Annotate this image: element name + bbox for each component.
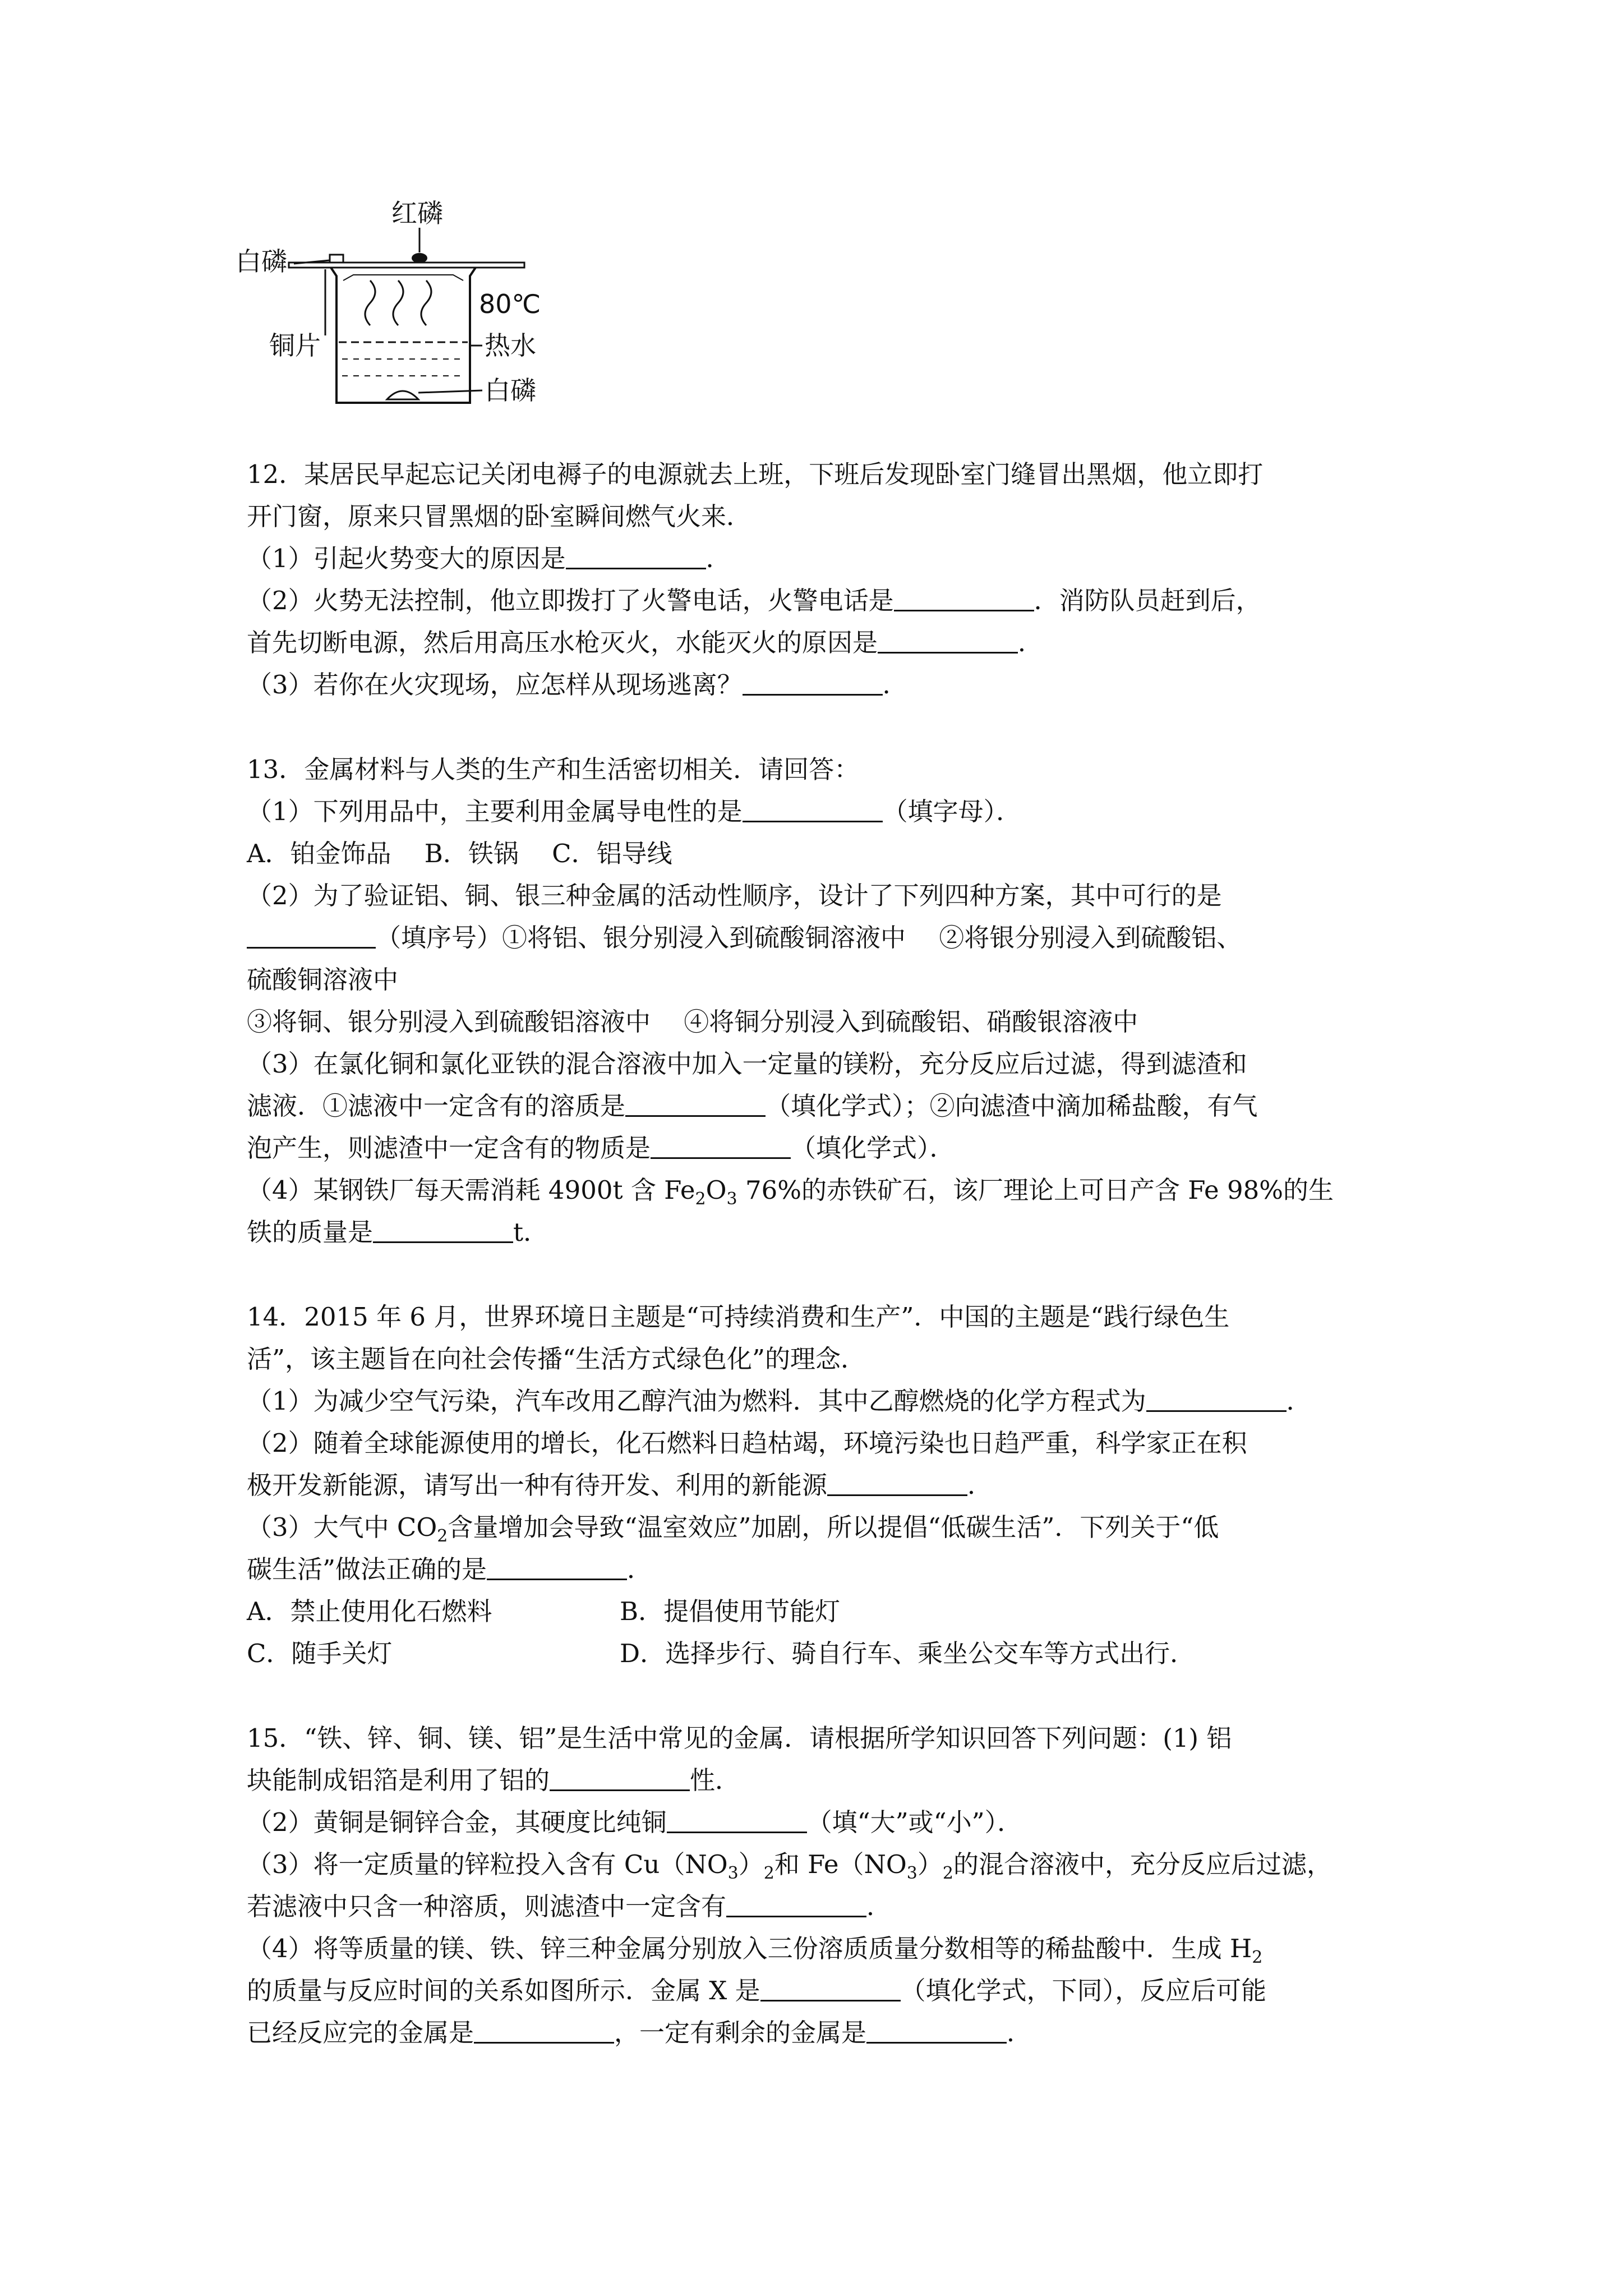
answer-blank[interactable] (760, 1977, 901, 2001)
answer-blank[interactable] (625, 1093, 766, 1117)
label-temperature: 80℃ (479, 289, 541, 319)
label-red-phosphorus: 红磷 (391, 198, 443, 228)
q15-part-4-cont-2: 已经反应完的金属是 ，一定有剩余的金属是 ． (247, 2018, 1032, 2047)
q15-part-2: （2）黄铜是铜锌合金，其硬度比纯铜 （填“大”或“小”）． (247, 1807, 1023, 1837)
q14-line-2: 活”，该主题旨在向社会传播“生活方式绿色化”的理念． (247, 1344, 866, 1374)
question-13 (247, 748, 1396, 1253)
q14-part-1: （1）为减少空气污染，汽车改用乙醇汽油为燃料．其中乙醇燃烧的化学方程式为 ． (247, 1386, 1312, 1416)
label-copper-sheet: 铜片 (269, 330, 321, 361)
q12-line-2: 开门窗，原来只冒黑烟的卧室瞬间燃气火来． (247, 501, 752, 531)
answer-blank[interactable] (743, 671, 883, 696)
beaker-rim-inner (343, 275, 463, 280)
questions (247, 453, 1396, 2096)
answer-blank[interactable] (743, 798, 883, 822)
q13-part-1: （1）下列用品中，主要利用金属导电性的是 （填字母）． (247, 797, 1022, 826)
answer-blank[interactable] (651, 1135, 791, 1159)
question-15 (247, 1717, 1396, 2054)
q14-options-row-2 (247, 1632, 1396, 1674)
q12-part-1: （1）引起火势变大的原因是 ． (247, 544, 731, 573)
answer-blank[interactable] (894, 587, 1034, 611)
label-white-phosphorus-bottom: 白磷 (485, 375, 536, 406)
q13-part-4-cont: 铁的质量是 t． (247, 1217, 549, 1247)
white-phosphorus-sample-top (330, 255, 343, 263)
q12-part-3: （3）若你在火灾现场，应怎样从现场逃离？ ． (247, 670, 908, 700)
q12-part-2: （2）火势无法控制，他立即拨打了火警电话，火警电话是 ．消防队员赶到后， (247, 586, 1261, 615)
phosphorus-combustion-apparatus-figure (236, 191, 594, 409)
option-b: B．提倡使用节能灯 (620, 1596, 841, 1626)
q15-part-1: 块能制成铝箔是利用了铝的 性． (247, 1765, 741, 1795)
apparatus-diagram (236, 191, 594, 409)
label-white-phosphorus-top: 白磷 (236, 246, 287, 277)
white-phosphorus-bottom-leader (418, 390, 482, 393)
q13-part-3: （3）在氯化铜和氯化亚铁的混合溶液中加入一定量的镁粉，充分反应后过滤，得到滤渣和 (247, 1049, 1247, 1079)
answer-blank[interactable] (878, 629, 1018, 654)
vapor-curl-3 (421, 280, 431, 325)
q13-part-4: （4）某钢铁厂每天需消耗 4900t 含 $Fe_2O_3$ 76%的赤铁矿石，该厂理论上可日产含 Fe 98%的生 (247, 1175, 1334, 1209)
q15-part-3: （3）将一定质量的锌粒投入含有 $Cu(NO_3)_2$和 $Fe(NO_3)_2$的混合溶液中，充分反应后过滤， (247, 1849, 1332, 1883)
answer-blank[interactable] (866, 2019, 1007, 2044)
answer-blank[interactable] (550, 1767, 690, 1791)
q13-line-1: 13．金属材料与人类的生产和生活密切相关．请回答： (247, 754, 860, 784)
answer-blank[interactable] (566, 545, 706, 569)
answer-blank[interactable] (827, 1472, 967, 1496)
answer-blank[interactable] (247, 924, 376, 949)
q14-part-3: （3）大气中 $CO_2$含量增加会导致“温室效应”加剧，所以提倡“低碳生活”．下列关于“低 (247, 1512, 1219, 1546)
vapor-curl-2 (393, 280, 403, 325)
option-c: C．随手关灯 (247, 1639, 393, 1668)
q14-part-2-cont: 极开发新能源，请写出一种有待开发、利用的新能源 ． (247, 1470, 993, 1500)
option-a: A．禁止使用化石燃料 (247, 1596, 492, 1626)
question-12 (247, 453, 1396, 706)
answer-blank[interactable] (667, 1809, 807, 1833)
q13-part-2-cont-3: ③将铜、银分别浸入到硫酸铝溶液中 ④将铜分别浸入到硫酸铝、硝酸银溶液中 (247, 1007, 1138, 1037)
copper-plate (289, 263, 524, 268)
answer-blank[interactable] (487, 1556, 627, 1580)
q13-part-3-cont-2: 泡产生，则滤渣中一定含有的物质是 （填化学式）． (247, 1133, 955, 1163)
q13-part-1-options: A．铂金饰品 B．铁锅 C．铝导线 (247, 839, 672, 868)
q14-part-3-cont: 碳生活”做法正确的是 ． (247, 1554, 653, 1584)
q13-part-2-cont: （填序号）①将铝、银分别浸入到硫酸铜溶液中 ②将银分别浸入到硫酸铝、 (247, 917, 1396, 959)
q15-part-3-cont: 若滤液中只含一种溶质，则滤渣中一定含有 ． (247, 1892, 892, 1921)
q13-part-2-cont-2: 硫酸铜溶液中 (247, 965, 399, 995)
q12-part-2-cont: 首先切断电源，然后用高压水枪灭火，水能灭火的原因是 ． (247, 628, 1044, 657)
white-phosphorus-sample-bottom (387, 391, 418, 399)
question-14 (247, 1296, 1396, 1674)
q15-part-4: （4）将等质量的镁、铁、锌三种金属分别放入三份溶质质量分数相等的稀盐酸中．生成 $H_2$ (247, 1934, 1263, 1967)
option-d: D．选择步行、骑自行车、乘坐公交车等方式出行． (620, 1639, 1196, 1668)
vapor-curl-1 (365, 280, 375, 325)
answer-blank[interactable] (474, 2019, 614, 2044)
red-phosphorus-sample (412, 253, 427, 263)
q15-line-1: 15．“铁、锌、铜、镁、铝”是生活中常见的金属．请根据所学知识回答下列问题：(1) 铝 (247, 1723, 1232, 1753)
label-hot-water: 热水 (485, 330, 536, 361)
q15-part-4-cont: 的质量与反应时间的关系如图所示．金属 X 是 （填化学式，下同），反应后可能 (247, 1976, 1267, 2005)
q14-part-2: （2）随着全球能源使用的增长，化石燃料日趋枯竭，环境污染也日趋严重，科学家正在积 (247, 1428, 1247, 1458)
answer-blank[interactable] (726, 1893, 866, 1917)
q14-options-row-1 (247, 1590, 1396, 1632)
answer-blank[interactable] (1146, 1388, 1287, 1412)
answer-blank[interactable] (373, 1219, 513, 1243)
q13-part-3-cont: 滤液．①滤液中一定含有的溶质是 （填化学式）；②向滤渣中滴加稀盐酸，有气 (247, 1091, 1258, 1121)
q14-line-1: 14．2015 年 6 月，世界环境日主题是“可持续消费和生产”．中国的主题是“践行绿色生 (247, 1302, 1230, 1332)
q13-part-2: （2）为了验证铝、铜、银三种金属的活动性顺序，设计了下列四种方案，其中可行的是 (247, 881, 1222, 910)
q12-line-1: 12．某居民早起忘记关闭电褥子的电源就去上班，下班后发现卧室门缝冒出黑烟，他立即打 (247, 459, 1264, 489)
